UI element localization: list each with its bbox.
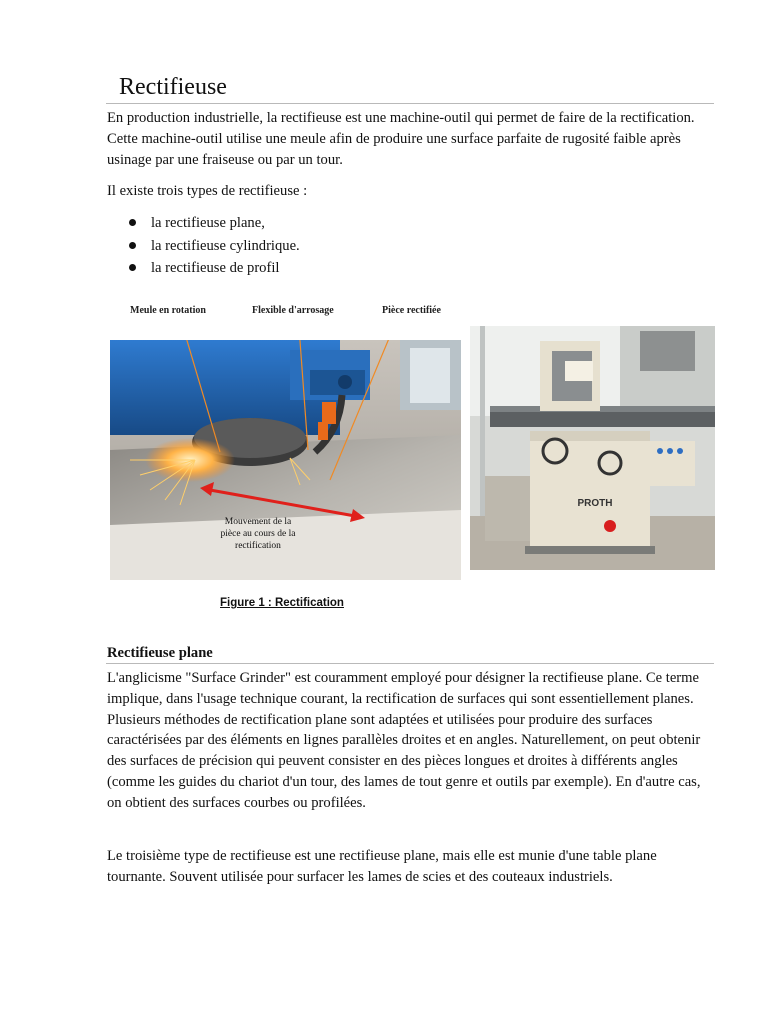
label-wheel: Meule en rotation bbox=[130, 305, 206, 316]
grinding-figure bbox=[110, 300, 462, 582]
list-item: la rectifieuse de profil bbox=[107, 257, 300, 280]
grinding-photo-drawing bbox=[110, 340, 461, 580]
figure-caption: Figure 1 : Rectification bbox=[220, 597, 344, 609]
types-list bbox=[107, 212, 300, 280]
section-paragraph-2: Le troisième type de rectifieuse est une rectifieuse plane, mais elle est munie d'une table plane tournante. Souvent utilisée pour surfacer les lames de scies et des couteaux industriels. bbox=[107, 848, 657, 885]
list-item: la rectifieuse cylindrique. bbox=[107, 235, 300, 258]
label-hose: Flexible d'arrosage bbox=[252, 305, 334, 316]
section-paragraph-1: L'anglicisme "Surface Grinder" est couramment employé pour désigner la rectifieuse plane. Ce terme implique, dans l'usage technique courant, la rectification de surfaces qui sont essentiellement planes. Plusieurs méthodes de rectification plane sont adaptées et utilisées pour produire des surfaces caractérisées par des éléments en lignes parallèles droites et en angles. Naturellement, on peut obtenir des surfaces de précision qui peuvent consister en des pièces longues et droites à différents angles (comme les guides du chariot d'un tour, des lames de tout genre et outils par exemple). En d'autre cas, on obtient des surfaces courbes ou profilées. bbox=[107, 670, 701, 811]
page-title: Rectifieuse bbox=[119, 74, 227, 100]
list-item: la rectifieuse plane, bbox=[107, 212, 300, 235]
label-movement-3: rectification bbox=[235, 541, 281, 551]
label-movement-1: Mouvement de la bbox=[224, 517, 292, 527]
machine-photo-drawing bbox=[470, 326, 715, 570]
grinding-photo bbox=[110, 340, 461, 580]
label-movement-2: pièce au cours de la bbox=[220, 529, 296, 539]
section-divider bbox=[106, 663, 714, 664]
machine-photo bbox=[470, 326, 715, 570]
title-divider bbox=[106, 103, 714, 104]
section-heading: Rectifieuse plane bbox=[107, 645, 213, 661]
types-intro: Il existe trois types de rectifieuse : bbox=[107, 183, 308, 199]
label-part: Pièce rectifiée bbox=[382, 305, 441, 316]
machine-brand: PROTH bbox=[577, 498, 613, 509]
intro-paragraph: En production industrielle, la rectifieuse est une machine-outil qui permet de faire de la rectification. Cette machine-outil utilise une meule afin de produire une surface parfaite de rugosité faible après usinage par une fraiseuse ou par un tour. bbox=[107, 110, 695, 168]
